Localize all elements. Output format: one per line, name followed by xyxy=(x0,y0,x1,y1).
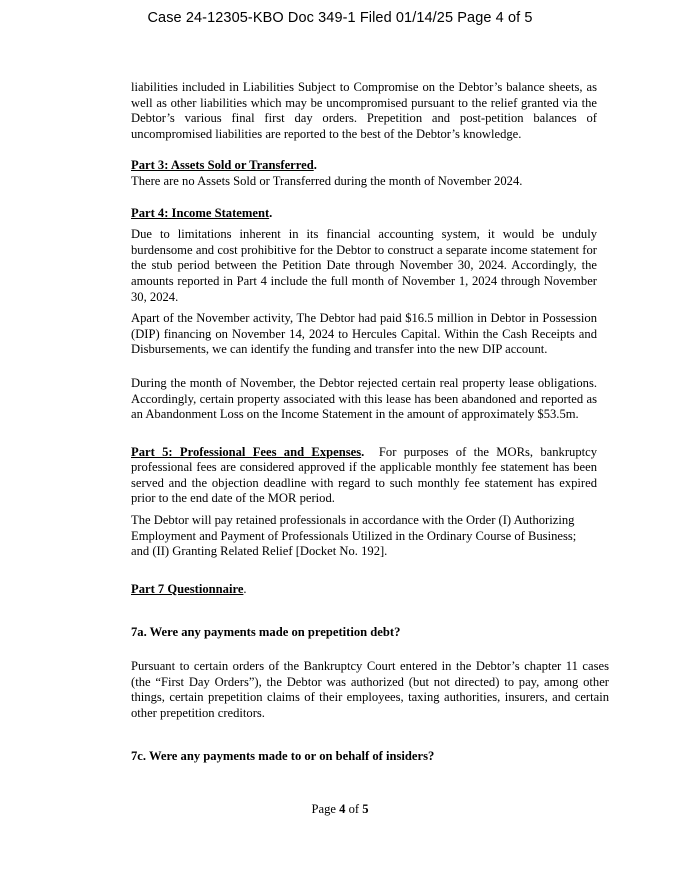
part3-heading xyxy=(131,158,597,174)
page-footer xyxy=(0,802,680,817)
footer-page-word: Page xyxy=(311,802,336,816)
part4-title-suffix: . xyxy=(269,205,273,220)
part5-paragraph-1 xyxy=(131,445,597,507)
case-header: Case 24-12305-KBO Doc 349-1 Filed 01/14/25 Page 4 of 5 xyxy=(147,10,533,26)
continuation-paragraph: liabilities included in Liabilities Subject to Compromise on the Debtor’s balance sheets, as well as other liabilities which may be uncompromised pursuant to the relief granted via the Debtor’s various final first day orders. Prepetition and post-petition balances of uncompromised liabilities are reported to the best of the Debtor’s knowledge. xyxy=(131,80,597,141)
question-7a: 7a. Were any payments made on prepetition debt? xyxy=(131,625,401,640)
part5-title: Part 5: Professional Fees and Expenses xyxy=(131,444,362,459)
part5-title-suffix: . xyxy=(361,444,365,459)
part7-heading xyxy=(131,582,597,598)
part5-paragraph-1-text: For purposes of the MORs, bankruptcy professional fees are considered approved if the applicable monthly fee statement has been served and the objection deadline with regard to such monthly fee statement has expired prior to the end date of the MOR period. xyxy=(131,444,597,506)
part3-title-suffix: . xyxy=(313,158,317,173)
footer-of-word: of xyxy=(348,802,360,816)
document-body xyxy=(131,80,609,765)
part4-paragraph-1: Due to limitations inherent in its financial accounting system, it would be unduly burdensome and cost prohibitive for the Debtor to construct a separate income statement for the stub period between the Petition Date through November 30, 2024. Accordingly, the amounts reported in Part 4 include the full month of November 1, 2024 through November 30, 2024. xyxy=(131,227,597,304)
part5-paragraph-2: The Debtor will pay retained professionals in accordance with the Order (I) Authorizing Employment and Payment of Professionals Utilized in the Ordinary Course of Business; and (II) Granting Related Relief [Docket No. 192]. xyxy=(131,513,577,559)
part4-paragraph-2: Apart of the November activity, The Debtor had paid $16.5 million in Debtor in Possession (DIP) financing on November 14, 2024 to Hercules Capital. Within the Cash Receipts and Disbursements, we can identify the funding and transfer into the new DIP account. xyxy=(131,311,597,357)
part4-title: Part 4: Income Statement xyxy=(131,205,270,220)
footer-page-number: 4 xyxy=(339,802,346,816)
part7-title: Part 7 Questionnaire xyxy=(131,581,244,596)
question-7c: 7c. Were any payments made to or on behalf of insiders? xyxy=(131,749,435,764)
answer-7a: Pursuant to certain orders of the Bankruptcy Court entered in the Debtor’s chapter 11 cases (the “First Day Orders”), the Debtor was authorized (but not directed) to pay, among other things, certain prepetition claims of their employees, taxing authorities, insurers, and certain other prepetition creditors. xyxy=(131,659,609,720)
footer-total-pages: 5 xyxy=(362,802,369,816)
part4-paragraph-3: During the month of November, the Debtor rejected certain real property lease obligations. Accordingly, certain property associated with this lease has been abandoned and reported as an Abandonment Loss on the Income Statement in the amount of approximately $53.5m. xyxy=(131,375,597,422)
part4-heading xyxy=(131,206,597,222)
part3-title: Part 3: Assets Sold or Transferred xyxy=(131,158,314,173)
part3-text: There are no Assets Sold or Transferred during the month of November 2024. xyxy=(131,173,523,188)
part7-title-suffix: . xyxy=(243,581,247,596)
